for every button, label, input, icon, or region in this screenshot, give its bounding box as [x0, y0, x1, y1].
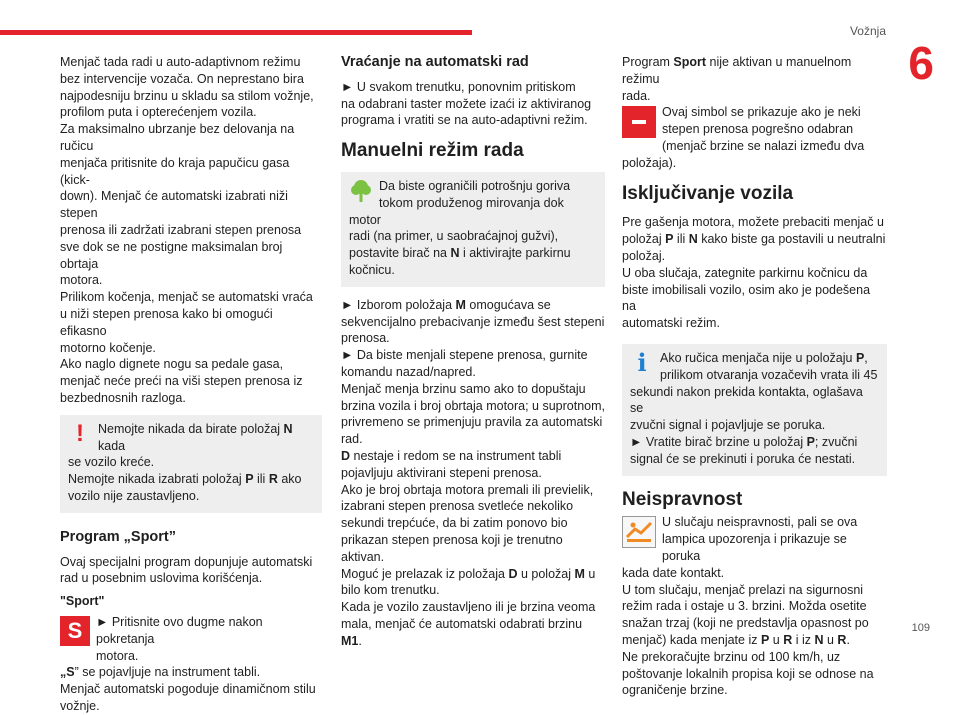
info-note	[622, 344, 887, 476]
sport-button-icon: S	[60, 616, 90, 646]
sport-intro: Ovaj specijalni program dopunjuje automatski rad u posebnim uslovima korišćenja.	[60, 554, 313, 586]
transmission-fault-icon	[622, 516, 656, 548]
chapter-number: 6	[908, 37, 934, 89]
page-number: 109	[911, 622, 930, 634]
section-title: Vožnja	[849, 24, 886, 38]
gear-error-icon	[622, 106, 656, 138]
column-2	[341, 54, 605, 650]
sport-result: „S” se pojavljuje na instrument tabli. Menjač automatski pogoduje dinamičnom stilu vožnje.	[60, 665, 316, 713]
return-heading: Vraćanje na automatski rad	[341, 54, 529, 70]
intro-paragraph: Menjač tada radi u auto-adaptivnom režimu bez intervencije vozača. On neprestano bira najpodesniju brzinu u skladu sa stilom vožnje, profilom puta i opterećenjem vozila. Za maksimalno ubrzanje bez delovanja na ručicu menjača pritisnite do kraja papučicu gasa (kick- down). Menjač će automatski izabrati niži stepen prenosa ili zadržati izabrani stepen prenosa sve dok se ne postigne maksimalan broj obrtaja motora. Prilikom kočenja, menjač se automatski vraća u niži stepen prenosa kako bi omogući efikasno motorno kočenje. Ako naglo dignete nogu sa pedale gasa, menjač neće preći na viši stepen prenosa iz bezbednosnih razloga.	[60, 55, 314, 405]
eco-tree-icon	[349, 178, 373, 204]
warning-note	[60, 415, 322, 513]
off-text: Pre gašenja motora, možete prebaciti menjač u položaj P ili N kako biste ga postavili u neutralni položaj. U oba slučaja, zategnite parkirnu kočnicu da biste imobilisali vozilo, osim ako je podešena na automatski režim.	[622, 215, 886, 331]
column-1	[60, 54, 322, 715]
eco-text: Da biste ograničili potrošnju goriva tokom produženog mirovanja dok motor radi (na primer, u saobraćajnoj gužvi), postavite birač na N i aktivirajte parkirnu kočnicu.	[349, 178, 571, 277]
manual-heading: Manuelni režim rada	[341, 140, 524, 162]
info-icon: i	[637, 347, 647, 377]
return-text: ► U svakom trenutku, ponovnim pritiskom na odabrani taster možete izaći iz aktiviranog programa i vratiti se na auto-adaptivni režim.	[341, 79, 592, 128]
symbol-text: Ovaj simbol se prikazuje ako je neki stepen prenosa pogrešno odabran (menjač brzine se nalazi između dva položaja).	[622, 105, 865, 170]
info-text: Ako ručica menjača nije u položaju P, prilikom otvaranja vozačevih vrata ili 45 sekundi nakon prekida kontakta, oglašava se zvučni signal i pojavljuje se poruka. ► Vratite birač brzine u položaj P; zvučni signal će se prekinuti i poruka će nestati.	[630, 350, 878, 466]
sport-inactive-text: Program Sport nije aktivan u manuelnom režimu rada.	[622, 55, 852, 103]
sport-heading: Program „Sport”	[60, 528, 177, 545]
warning-text: Nemojte nikada da birate položaj N kada se vozilo kreće. Nemojte nikada izabrati položaj P ili R ako vozilo nije zaustavljeno.	[68, 421, 302, 503]
sport-label: "Sport"	[60, 594, 105, 609]
off-heading: Isključivanje vozila	[622, 182, 794, 204]
sport-step: ► Pritisnite ovo dugme nakon pokretanja motora.	[96, 614, 263, 663]
eco-note	[341, 172, 605, 287]
fault-text: U slučaju neispravnosti, pali se ova lampica upozorenja i prikazuje se poruka kada date kontakt. U tom slučaju, menjač prelazi na sigurnosni režim rada i ostaje u 3. brzini. Možda osetite snažan trzaj (koji ne predstavlja opasnost po menjač) kada menjate iz P u R i iz N u R. Ne prekoračujte brzinu od 100 km/h, uz poštovanje lokalnih propisa koji se odnose na ograničenje brzine.	[622, 515, 874, 698]
fault-heading: Neispravnost	[622, 488, 743, 510]
top-accent-bar	[0, 30, 472, 35]
column-3	[622, 54, 887, 699]
exclamation-icon: !	[76, 419, 84, 447]
manual-text: ► Izborom položaja M omogućava se sekvencijalno prebacivanje između šest stepeni prenosa. ► Da biste menjali stepene prenosa, gurnite komandu nazad/napred. Menjač menja brzinu samo ako to dopuštaju brzina vozila i broj obrtaja motora; u suprotnom, privremeno se primenjuju pravila za automatski rad. D nestaje i redom se na instrument tabli pojavljuju aktivirani stepeni prenosa. Ako je broj obrtaja motora premali ili previelik, izabrani stepen prenosa svetleće nekoliko sekundi trepćuće, da bi zatim ponovo bio prikazan stepen prenosa koji je trenutno aktivan. Moguć je prelazak iz položaja D u položaj M u bilo kom trenutku. Kada je vozilo zaustavljeno ili je brzina veoma mala, menjač će automatski odabrati brzinu M1.	[341, 297, 606, 648]
